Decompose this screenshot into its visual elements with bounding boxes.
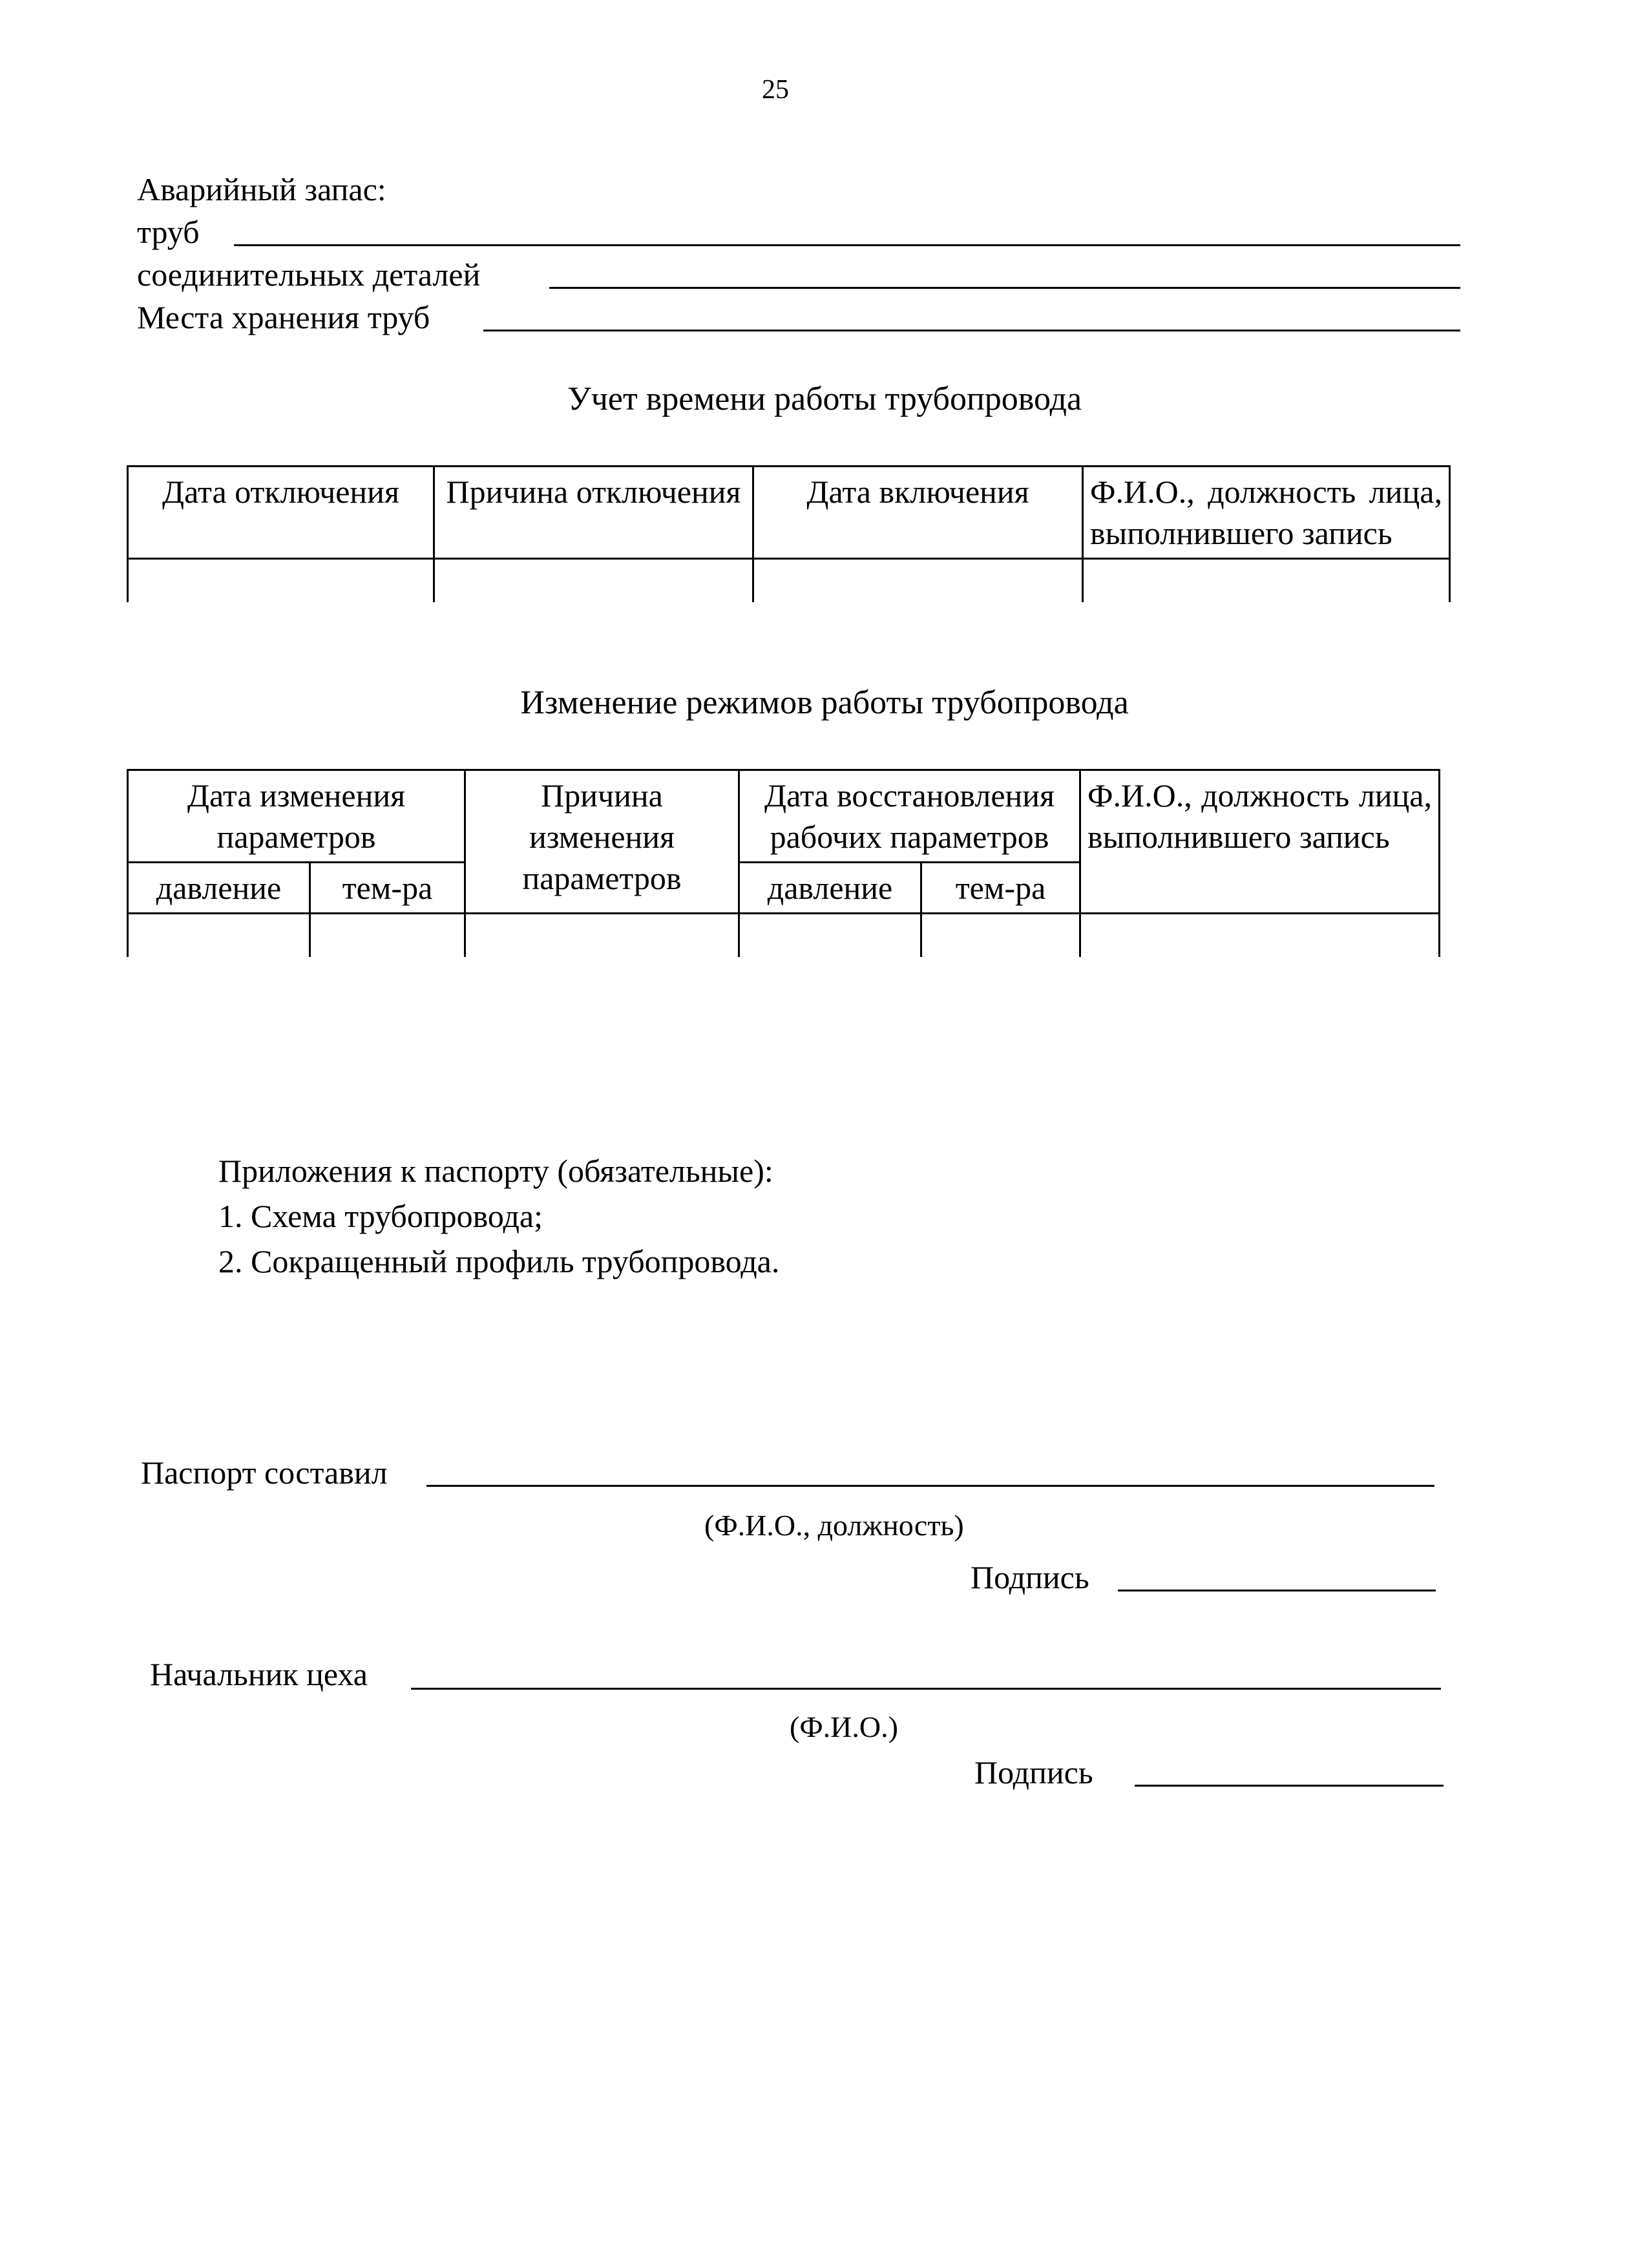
table2-header-row bbox=[128, 770, 1440, 863]
storage-label: Места хранения труб bbox=[137, 299, 430, 335]
storage-fill-line[interactable] bbox=[483, 330, 1460, 331]
compiled-caption: (Ф.И.О., должность) bbox=[704, 1509, 964, 1542]
table1-cell[interactable] bbox=[434, 559, 753, 603]
table2-subheader-cell: тем-ра bbox=[921, 863, 1080, 914]
table1-title: Учет времени работы трубопровода bbox=[567, 381, 1082, 417]
head-caption: (Ф.И.О.) bbox=[790, 1710, 898, 1743]
head-signature-line[interactable] bbox=[1135, 1785, 1444, 1787]
table2-title: Изменение режимов работы трубопровода bbox=[520, 684, 1129, 721]
emergency-stock-title: Аварийный запас: bbox=[137, 171, 386, 207]
table1-header-cell: Причина отключения bbox=[434, 467, 753, 559]
table1-cell[interactable] bbox=[1083, 559, 1450, 603]
work-time-table bbox=[127, 465, 1451, 602]
table1-cell[interactable] bbox=[128, 559, 434, 603]
compiled-label: Паспорт составил bbox=[141, 1454, 388, 1491]
table2-cell[interactable] bbox=[921, 914, 1080, 958]
table2-cell[interactable] bbox=[128, 914, 310, 958]
head-fill-line[interactable] bbox=[411, 1688, 1441, 1690]
table1-header-cell: Ф.И.О., должность лица, выполнившего запись bbox=[1083, 467, 1450, 559]
table2-empty-row bbox=[128, 914, 1440, 958]
table1-header-cell: Дата включения bbox=[753, 467, 1083, 559]
table1-header-cell: Дата отключения bbox=[128, 467, 434, 559]
page-number: 25 bbox=[762, 75, 789, 105]
table2-cell[interactable] bbox=[310, 914, 465, 958]
head-label: Начальник цеха bbox=[150, 1656, 368, 1692]
appendix-item: 1. Схема трубопровода; bbox=[218, 1198, 543, 1234]
table2-subheader-cell: тем-ра bbox=[310, 863, 465, 914]
table2-subheader-cell: давление bbox=[739, 863, 921, 914]
pipes-fill-line[interactable] bbox=[234, 244, 1460, 246]
fittings-fill-line[interactable] bbox=[549, 287, 1460, 289]
table2-cell[interactable] bbox=[465, 914, 739, 958]
table1-cell[interactable] bbox=[753, 559, 1083, 603]
table2-cell[interactable] bbox=[1080, 914, 1440, 958]
appendices-title: Приложения к паспорту (обязательные): bbox=[218, 1153, 773, 1189]
table1-empty-row bbox=[128, 559, 1450, 603]
mode-change-table bbox=[127, 769, 1440, 957]
table2-header-cell: Причина изменения параметров bbox=[465, 770, 739, 914]
table2-header-cell: Ф.И.О., должность лица, выполнившего запись bbox=[1080, 770, 1440, 914]
appendix-item: 2. Сокращенный профиль трубопровода. bbox=[218, 1243, 780, 1279]
table1-header-row bbox=[128, 467, 1450, 559]
table2-subheader-cell: давление bbox=[128, 863, 310, 914]
compiled-signature-label: Подпись bbox=[971, 1559, 1089, 1595]
compiled-fill-line[interactable] bbox=[426, 1485, 1434, 1487]
compiled-signature-line[interactable] bbox=[1118, 1590, 1436, 1591]
table2-header-cell: Дата изменения параметров bbox=[128, 770, 465, 863]
fittings-label: соединительных деталей bbox=[137, 257, 481, 293]
table2-header-cell: Дата восстановления рабочих параметров bbox=[739, 770, 1080, 863]
pipes-label: труб bbox=[137, 214, 200, 250]
head-signature-label: Подпись bbox=[974, 1754, 1093, 1790]
table2-cell[interactable] bbox=[739, 914, 921, 958]
